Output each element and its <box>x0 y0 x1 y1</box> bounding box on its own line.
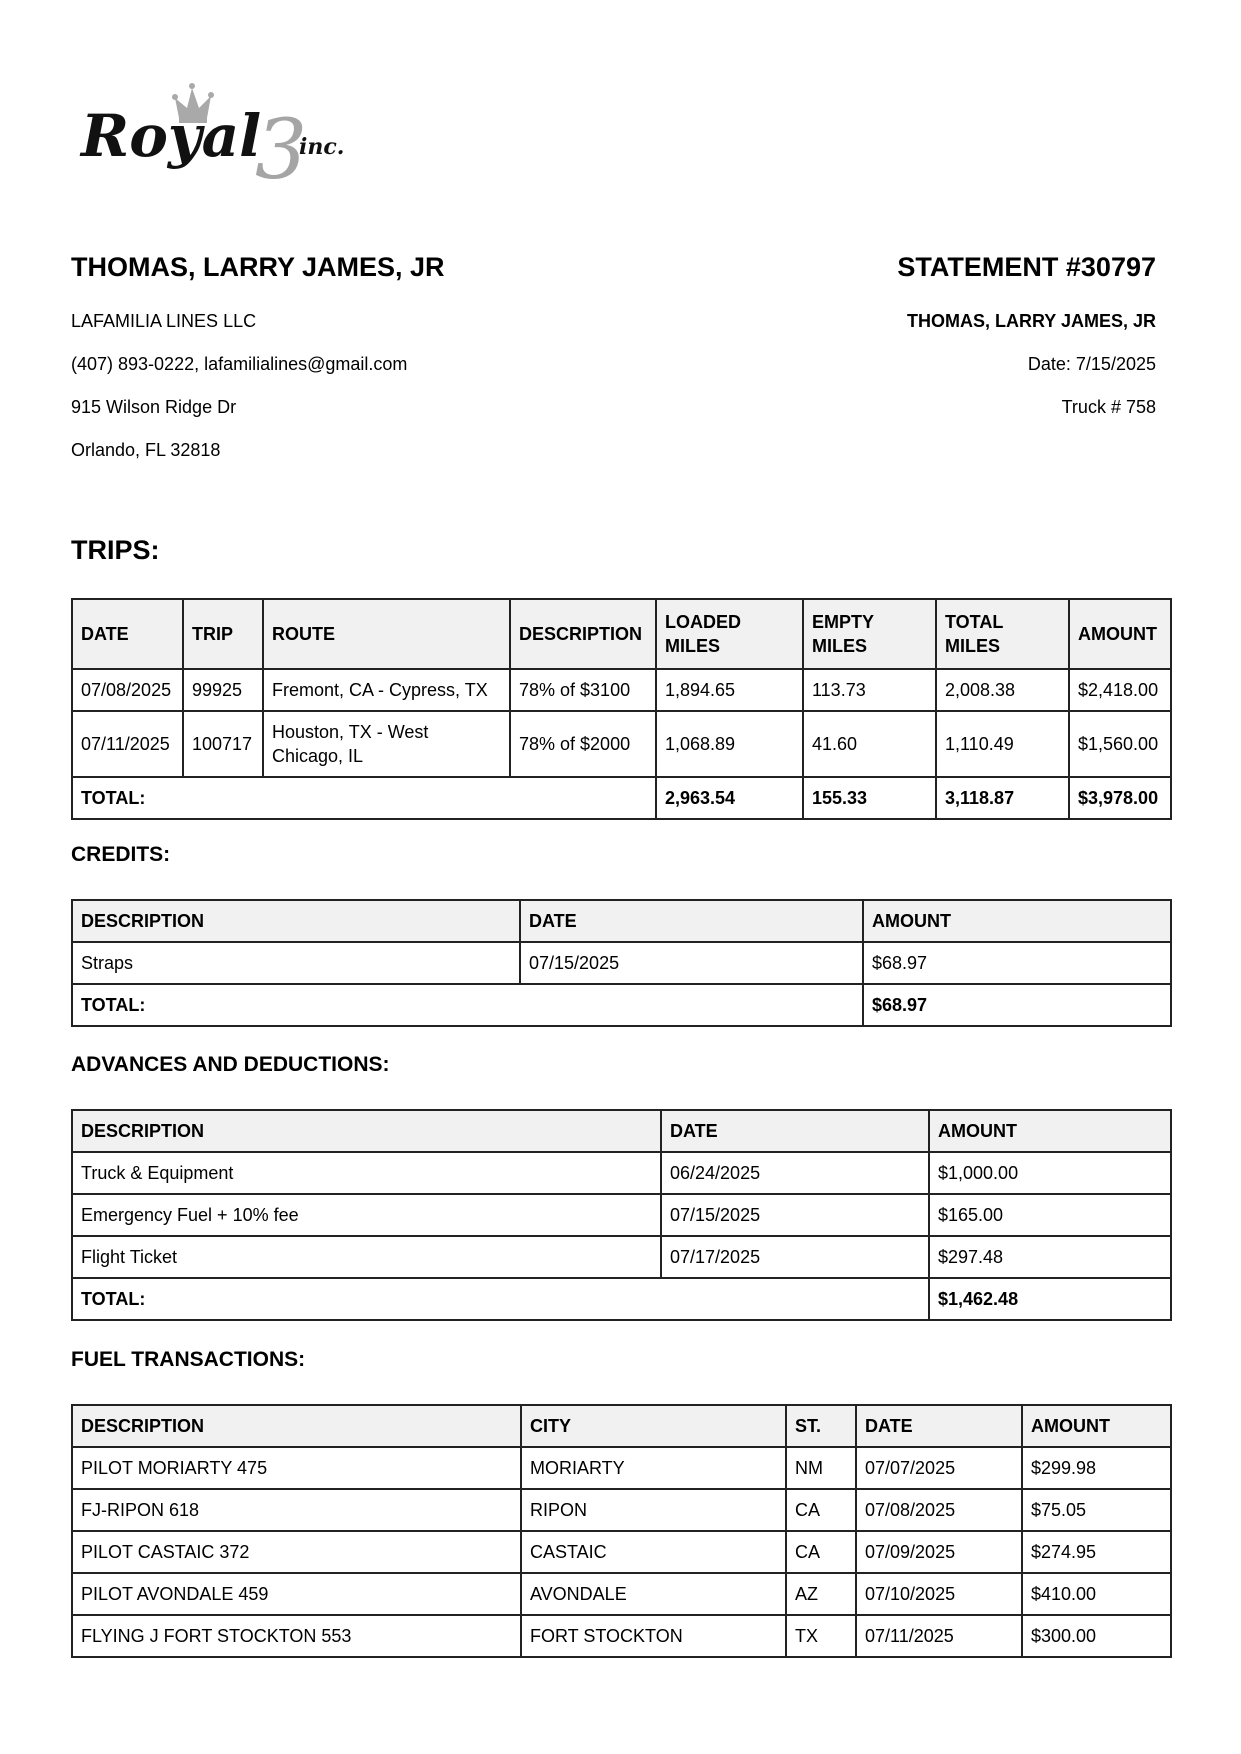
table-row <box>72 942 1171 984</box>
col-header: DATE <box>856 1405 1022 1447</box>
driver-name-heading: THOMAS, LARRY JAMES, JR <box>71 252 445 282</box>
cell: 113.73 <box>803 669 936 711</box>
table-row <box>72 711 1171 777</box>
total-empty-miles: 155.33 <box>803 777 936 819</box>
total-label: TOTAL: <box>72 984 863 1026</box>
cell: 99925 <box>183 669 263 711</box>
col-header: DESCRIPTION <box>72 1405 521 1447</box>
total-label: TOTAL: <box>72 777 656 819</box>
cell: AZ <box>786 1573 856 1615</box>
advances-table <box>71 1109 1172 1321</box>
col-header: AMOUNT <box>929 1110 1171 1152</box>
svg-text:inc.: inc. <box>299 134 345 160</box>
cell: $2,418.00 <box>1069 669 1171 711</box>
cell: 07/10/2025 <box>856 1573 1022 1615</box>
col-header: DATE <box>520 900 863 942</box>
cell: 1,894.65 <box>656 669 803 711</box>
cell: CA <box>786 1489 856 1531</box>
royal-3-logo-icon <box>79 78 379 193</box>
col-header: TRIP <box>183 599 263 669</box>
cell: 1,110.49 <box>936 711 1069 777</box>
cell: 1,068.89 <box>656 711 803 777</box>
address-line-1: 915 Wilson Ridge Dr <box>71 397 237 417</box>
cell: $274.95 <box>1022 1531 1171 1573</box>
cell: 78% of $3100 <box>510 669 656 711</box>
trips-total-row <box>72 777 1171 819</box>
cell: $297.48 <box>929 1236 1171 1278</box>
advances-header-row <box>72 1110 1171 1152</box>
fuel-table <box>71 1404 1172 1658</box>
total-label: TOTAL: <box>72 1278 929 1320</box>
cell: 07/11/2025 <box>72 711 183 777</box>
col-header: DESCRIPTION <box>510 599 656 669</box>
fuel-section-title: FUEL TRANSACTIONS: <box>71 1348 306 1371</box>
cell: FORT STOCKTON <box>521 1615 786 1657</box>
cell: Fremont, CA - Cypress, TX <box>263 669 510 711</box>
table-row <box>72 1531 1171 1573</box>
cell: PILOT CASTAIC 372 <box>72 1531 521 1573</box>
col-header: ROUTE <box>263 599 510 669</box>
cell: PILOT AVONDALE 459 <box>72 1573 521 1615</box>
credits-table <box>71 899 1172 1027</box>
cell: 07/17/2025 <box>661 1236 929 1278</box>
cell: 07/15/2025 <box>661 1194 929 1236</box>
cell: FJ-RIPON 618 <box>72 1489 521 1531</box>
cell: Truck & Equipment <box>72 1152 661 1194</box>
trips-table <box>71 598 1172 820</box>
statement-date: Date: 7/15/2025 <box>1027 354 1156 374</box>
cell: 78% of $2000 <box>510 711 656 777</box>
truck-number: Truck # 758 <box>1061 397 1156 417</box>
company-name: LAFAMILIA LINES LLC <box>71 311 257 331</box>
cell: CA <box>786 1531 856 1573</box>
cell: 07/15/2025 <box>520 942 863 984</box>
cell: Straps <box>72 942 520 984</box>
cell: RIPON <box>521 1489 786 1531</box>
total-miles: 3,118.87 <box>936 777 1069 819</box>
cell: $410.00 <box>1022 1573 1171 1615</box>
trips-section-title: TRIPS: <box>71 535 160 565</box>
cell: 07/08/2025 <box>856 1489 1022 1531</box>
table-row <box>72 1615 1171 1657</box>
table-row <box>72 1152 1171 1194</box>
cell: AVONDALE <box>521 1573 786 1615</box>
cell: $300.00 <box>1022 1615 1171 1657</box>
company-logo <box>79 78 379 193</box>
address-line-2: Orlando, FL 32818 <box>71 440 221 460</box>
cell: $1,560.00 <box>1069 711 1171 777</box>
credits-section-title: CREDITS: <box>71 843 171 866</box>
total-amount: $3,978.00 <box>1069 777 1171 819</box>
table-row <box>72 1447 1171 1489</box>
table-row <box>72 1573 1171 1615</box>
credits-total-row <box>72 984 1171 1026</box>
cell: Emergency Fuel + 10% fee <box>72 1194 661 1236</box>
col-header: EMPTY MILES <box>803 599 936 669</box>
cell: TX <box>786 1615 856 1657</box>
cell: NM <box>786 1447 856 1489</box>
cell: $1,000.00 <box>929 1152 1171 1194</box>
advances-section-title: ADVANCES AND DEDUCTIONS: <box>71 1053 390 1076</box>
cell: Houston, TX - West Chicago, IL <box>263 711 510 777</box>
statement-driver-name: THOMAS, LARRY JAMES, JR <box>906 311 1156 331</box>
total-amount: $1,462.48 <box>929 1278 1171 1320</box>
col-header: DESCRIPTION <box>72 900 520 942</box>
cell: 2,008.38 <box>936 669 1069 711</box>
cell: 100717 <box>183 711 263 777</box>
cell: 07/09/2025 <box>856 1531 1022 1573</box>
col-header: AMOUNT <box>863 900 1171 942</box>
cell: $75.05 <box>1022 1489 1171 1531</box>
col-header: LOADED MILES <box>656 599 803 669</box>
total-amount: $68.97 <box>863 984 1171 1026</box>
col-header: AMOUNT <box>1069 599 1171 669</box>
svg-text:Royal: Royal <box>81 102 262 170</box>
svg-text:3: 3 <box>255 103 308 193</box>
cell: CASTAIC <box>521 1531 786 1573</box>
cell: MORIARTY <box>521 1447 786 1489</box>
col-header: AMOUNT <box>1022 1405 1171 1447</box>
cell: Flight Ticket <box>72 1236 661 1278</box>
col-header: CITY <box>521 1405 786 1447</box>
col-header: DATE <box>661 1110 929 1152</box>
cell: $165.00 <box>929 1194 1171 1236</box>
col-header: TOTAL MILES <box>936 599 1069 669</box>
statement-page <box>71 0 1171 1754</box>
col-header: DATE <box>72 599 183 669</box>
table-row <box>72 669 1171 711</box>
table-row <box>72 1236 1171 1278</box>
cell: 07/11/2025 <box>856 1615 1022 1657</box>
cell: $68.97 <box>863 942 1171 984</box>
credits-header-row <box>72 900 1171 942</box>
contact-line: (407) 893-0222, lafamilialines@gmail.com <box>71 354 408 374</box>
cell: 07/08/2025 <box>72 669 183 711</box>
cell: 06/24/2025 <box>661 1152 929 1194</box>
table-row <box>72 1194 1171 1236</box>
col-header: DESCRIPTION <box>72 1110 661 1152</box>
cell: PILOT MORIARTY 475 <box>72 1447 521 1489</box>
advances-total-row <box>72 1278 1171 1320</box>
statement-title: STATEMENT #30797 <box>897 252 1156 282</box>
cell: 07/07/2025 <box>856 1447 1022 1489</box>
col-header: ST. <box>786 1405 856 1447</box>
cell: 41.60 <box>803 711 936 777</box>
cell: $299.98 <box>1022 1447 1171 1489</box>
cell: FLYING J FORT STOCKTON 553 <box>72 1615 521 1657</box>
total-loaded-miles: 2,963.54 <box>656 777 803 819</box>
fuel-header-row <box>72 1405 1171 1447</box>
trips-header-row <box>72 599 1171 669</box>
table-row <box>72 1489 1171 1531</box>
